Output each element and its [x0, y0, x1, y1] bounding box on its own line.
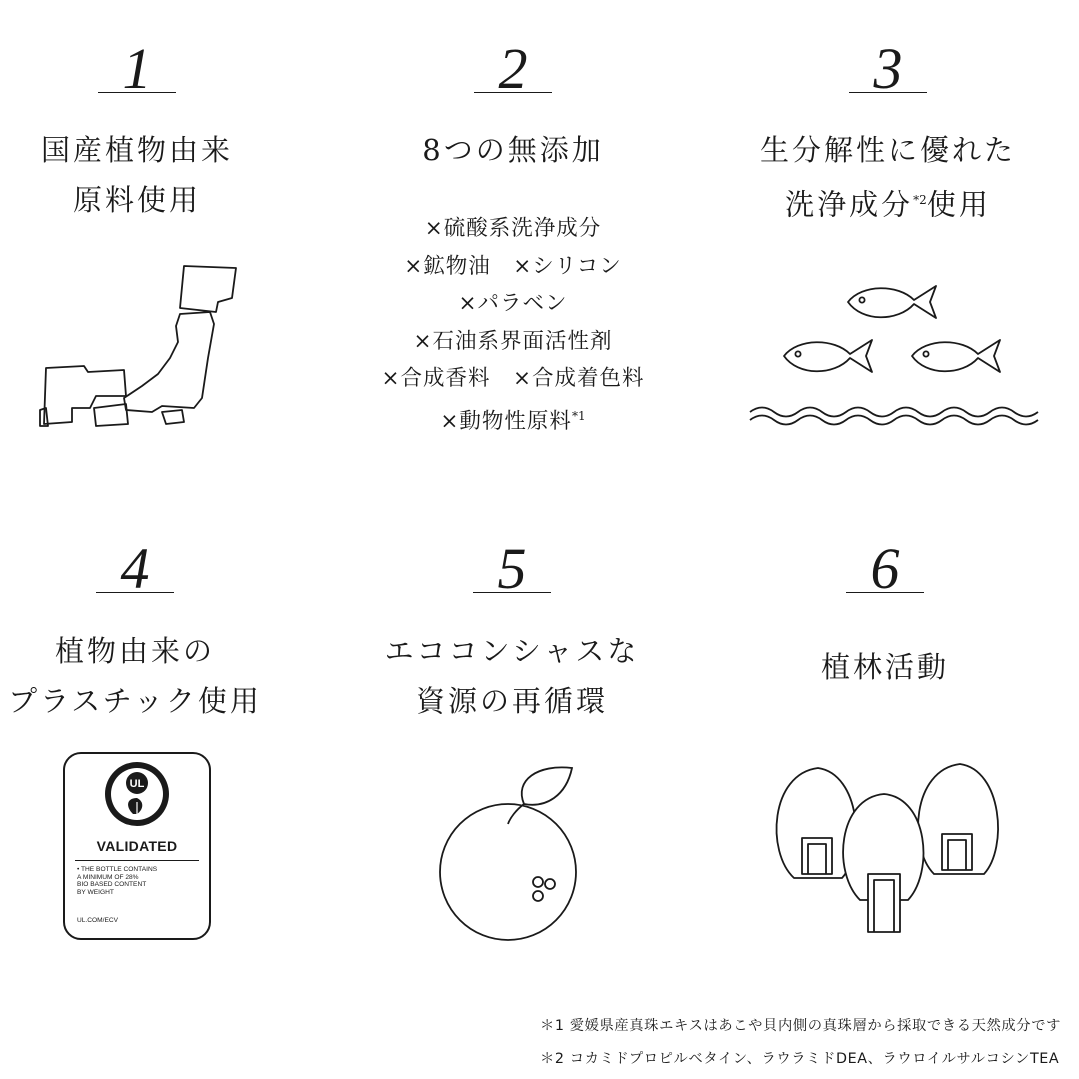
validated-label: VALIDATED: [96, 838, 178, 854]
number-underline: [96, 592, 174, 593]
number-underline: [473, 592, 551, 593]
feature-number: 4: [120, 536, 150, 601]
japan-map-icon: [32, 262, 242, 432]
badge-divider: [75, 860, 199, 861]
feature-title: [708, 125, 1068, 230]
list-item: ×鉱物油 ×シリコン: [404, 253, 622, 279]
feature-number: 2: [498, 36, 528, 101]
list-item: ×硫酸系洗浄成分: [424, 216, 602, 241]
footnote-2: ＊2 コカミドプロピルベタイン、ラウラミドDEA、ラウロイルサルコシンTEA: [539, 1051, 1060, 1067]
feature-2: [333, 0, 693, 480]
feature-title: [0, 125, 317, 225]
title-line-1: 植物由来の: [54, 634, 215, 668]
ul-logo-icon: [63, 752, 211, 836]
list-item: ×パラベン: [458, 291, 568, 316]
additive-free-list: [333, 210, 693, 440]
feature-title: [0, 626, 315, 726]
feature-number: 6: [870, 536, 900, 601]
feature-number: 3: [873, 36, 903, 101]
ul-logo-text: UL: [129, 778, 145, 790]
feature-title: [332, 626, 692, 726]
title-line-1: 生分解性に優れた: [759, 133, 1016, 167]
number-underline: [98, 92, 176, 93]
list-item: ×合成香料 ×合成着色料: [381, 366, 645, 391]
trees-icon: [768, 762, 1008, 942]
title-line-1: 国産植物由来: [40, 133, 233, 167]
title-line-1: 植林活動: [820, 650, 949, 684]
footnote-marker: *1: [571, 408, 586, 423]
list-item: ×動物性原料: [440, 408, 572, 434]
title-line-2: 洗浄成分$^{*2}$使用: [785, 187, 991, 222]
title-line-1: エココンシャスな: [384, 634, 640, 668]
number-underline: [474, 92, 552, 93]
number-underline: [846, 592, 924, 593]
title-line-1: 8つの無添加: [422, 133, 604, 167]
title-line-2: 資源の再循環: [415, 684, 608, 718]
feature-title: [333, 125, 693, 175]
list-item-with-note: [333, 398, 693, 441]
fish-and-waves-icon: [748, 278, 1038, 438]
ul-validated-badge: [63, 752, 211, 940]
badge-url: UL.COM/ECV: [77, 917, 119, 924]
mikan-orange-icon: [440, 760, 590, 935]
feature-number: 5: [497, 536, 527, 601]
footnotes: [540, 1010, 1061, 1076]
feature-number: 1: [122, 36, 152, 101]
list-item: ×石油系界面活性剤: [413, 328, 613, 354]
footnote-1: ＊1 愛媛県産真珠エキスはあこや貝内側の真珠層から採取できる天然成分です: [539, 1018, 1061, 1034]
number-underline: [849, 92, 927, 93]
footnote-marker: *2: [913, 193, 927, 207]
title-line-2: 原料使用: [72, 183, 201, 217]
badge-fine-print: • THE BOTTLE CONTAINS A MINIMUM OF 28% BIO BASED CONTENT BY WEIGHT: [77, 866, 158, 896]
title-line-2: プラスチック使用: [8, 684, 262, 718]
feature-title: [705, 642, 1065, 692]
